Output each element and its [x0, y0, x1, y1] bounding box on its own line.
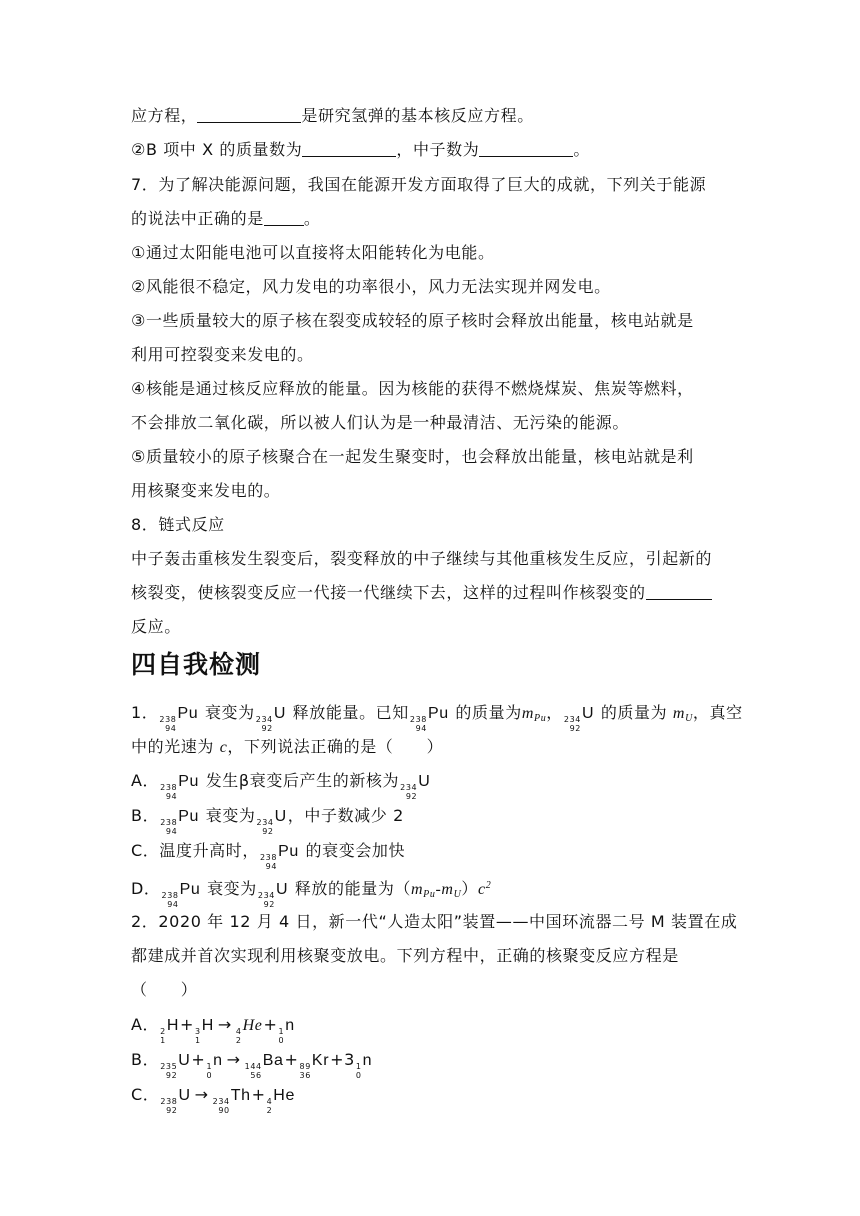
math-subscript: Pu [533, 713, 547, 724]
option-label: C． [131, 841, 160, 860]
text: 衰变为 [207, 879, 257, 898]
answer-blank [302, 141, 396, 157]
text: 的质量为 [455, 703, 522, 722]
arrow-icon: → [194, 1085, 209, 1104]
text-line [131, 209, 320, 229]
math-subscript: Pu [423, 889, 436, 900]
text: 用核聚变来发电的。 [131, 481, 281, 500]
option-d[interactable] [131, 876, 491, 909]
plus-sign: + [284, 1050, 299, 1069]
text: ⑤质量较小的原子核聚合在一起发生聚变时，也会释放出能量，核电站就是利 [131, 447, 694, 466]
math-subscript: U [685, 713, 693, 724]
text: 温度升高时， [159, 841, 259, 860]
answer-blank [264, 210, 304, 226]
math-symbol: -m [435, 881, 454, 898]
plus-sign: + [251, 1085, 266, 1104]
plus-sign: + [180, 1015, 195, 1034]
nuclide-he-4: 4 2 He [266, 1087, 295, 1115]
text: 2．2020 年 12 月 4 日，新一代“人造太阳”装置——中国环流器二号 M 装置在成 [131, 912, 738, 931]
option-a[interactable] [131, 771, 431, 801]
section-heading: 四自我检测 [131, 650, 262, 679]
text: ，真空 [692, 703, 743, 722]
nuclide-n: 1 0 n [355, 1052, 373, 1080]
option-c[interactable] [131, 1085, 296, 1115]
nuclide-ba-144: 144 56 Ba [244, 1052, 284, 1080]
math-subscript: U [453, 889, 462, 900]
nuclide-th-234: 234 90 Th [212, 1087, 251, 1115]
nuclide-pu-238: 238 94 Pu [259, 843, 299, 871]
nuclide-n: 1 0 n [278, 1017, 295, 1045]
plus-sign: + [263, 1015, 278, 1034]
text: 衰变为 [204, 703, 255, 722]
text: 。 [303, 209, 321, 228]
nuclide-u-234: 234 92 U [255, 705, 286, 733]
nuclide-pu-238: 238 94 Pu [409, 705, 449, 733]
math-symbol: c [478, 881, 486, 898]
text: 释放能量。已知 [292, 703, 409, 722]
text: 中的光速为 [131, 737, 215, 756]
nuclide-he-4: 4 2 He [235, 1017, 263, 1045]
option-label: B． [131, 806, 160, 825]
nuclide-u-234: 234 92 U [256, 808, 287, 836]
text: 的质量为 [600, 703, 668, 722]
math-symbol: m [411, 881, 424, 898]
text: ①通过太阳能电池可以直接将太阳能转化为电能。 [131, 243, 495, 262]
text: ，中子数减少 2 [287, 806, 404, 825]
plus-sign: + [330, 1050, 345, 1069]
text: （ ） [131, 980, 198, 999]
statement-5 [131, 447, 694, 467]
answer-blank [646, 584, 712, 600]
option-label: C． [131, 1085, 160, 1104]
option-label: A． [131, 1015, 160, 1034]
option-a[interactable] [131, 1015, 296, 1045]
text: ②风能很不稳定，风力发电的功率很小，风力无法实现并网发电。 [131, 277, 611, 296]
math-superscript: 2 [485, 880, 492, 891]
text-line [131, 980, 197, 1000]
text: 的衰变会加快 [305, 841, 406, 860]
text: 是研究氢弹的基本核反应方程。 [301, 106, 534, 125]
nuclide-kr-89: 89 36 Kr [299, 1052, 330, 1080]
nuclide-u-234: 234 92 U [257, 881, 289, 909]
statement-1 [131, 243, 495, 263]
text-line [131, 583, 712, 603]
text: 利用可控裂变来发电的。 [131, 345, 314, 364]
text: 释放的能量为（ [294, 879, 412, 898]
text-line [131, 617, 181, 637]
text-line [131, 140, 590, 160]
nuclide-h-3: 3 1 H [195, 1017, 214, 1045]
text: ②B 项中 X 的质量数为 [131, 140, 303, 159]
statement-4 [131, 379, 694, 399]
option-b[interactable] [131, 806, 404, 836]
nuclide-u-234: 234 92 U [563, 705, 595, 733]
statement-4-cont [131, 413, 629, 433]
text-line [131, 946, 679, 966]
text-line [131, 106, 534, 126]
math-symbol: c [219, 739, 228, 756]
answer-blank [479, 141, 573, 157]
nuclide-pu-238: 238 94 Pu [161, 881, 201, 909]
text: 。 [573, 140, 590, 159]
question-number: 1． [131, 703, 159, 722]
text: ，下列说法正确的是（ ） [227, 737, 444, 756]
math-symbol: m [521, 705, 534, 722]
text: 发生β衰变后产生的新核为 [205, 771, 400, 790]
text: 的说法中正确的是 [131, 209, 264, 228]
nuclide-u-235: 235 92 U [160, 1052, 191, 1080]
text: 7．为了解决能源问题，我国在能源开发方面取得了巨大的成就，下列关于能源 [131, 175, 707, 194]
text: 不会排放二氧化碳，所以被人们认为是一种最清洁、无污染的能源。 [131, 413, 630, 432]
text: 中子轰击重核发生裂变后，裂变释放的中子继续与其他重核发生反应，引起新的 [131, 549, 713, 568]
nuclide-h-2: 2 1 H [160, 1017, 180, 1045]
text: ， [546, 703, 563, 722]
answer-blank [197, 107, 301, 123]
arrow-icon: → [217, 1015, 232, 1034]
coefficient: 3 [344, 1050, 355, 1069]
text: 8．链式反应 [131, 515, 225, 534]
question-7-stem [131, 175, 706, 195]
statement-3-cont [131, 345, 314, 365]
nuclide-n: 1 0 n [206, 1052, 223, 1080]
nuclide-u-234: 234 92 U [400, 773, 431, 801]
nuclide-pu-238: 238 94 Pu [159, 705, 199, 733]
statement-2 [131, 277, 611, 297]
text: 都建成并首次实现利用核聚变放电。下列方程中，正确的核聚变反应方程是 [131, 946, 679, 965]
text: ，中子数为 [396, 140, 480, 159]
text: ④核能是通过核反应释放的能量。因为核能的获得不燃烧煤炭、焦炭等燃料， [131, 379, 694, 398]
nuclide-pu-238: 238 94 Pu [160, 773, 200, 801]
math-symbol: m [672, 705, 686, 722]
statement-5-cont [131, 481, 280, 501]
question-8-title [131, 515, 225, 535]
option-label: D． [131, 879, 161, 898]
text: 应方程， [131, 106, 198, 125]
option-label: B． [131, 1050, 160, 1069]
option-label: A． [131, 771, 160, 790]
text-line [131, 549, 712, 569]
arrow-icon: → [226, 1050, 241, 1069]
text: 核裂变，使核裂变反应一代接一代继续下去，这样的过程叫作核裂变的 [131, 583, 646, 602]
text: 反应。 [131, 617, 181, 636]
nuclide-u-238: 238 92 U [160, 1087, 191, 1115]
nuclide-pu-238: 238 94 Pu [160, 808, 200, 836]
option-b[interactable] [131, 1050, 373, 1080]
text: 衰变为 [205, 806, 256, 825]
text: ） [461, 879, 479, 898]
plus-sign: + [191, 1050, 206, 1069]
option-c[interactable] [131, 841, 405, 871]
text: ③一些质量较大的原子核在裂变成较轻的原子核时会释放出能量，核电站就是 [131, 311, 694, 330]
question-2-stem [131, 912, 737, 932]
text-line [131, 737, 443, 758]
statement-3 [131, 311, 694, 331]
question-1-stem [131, 703, 743, 733]
